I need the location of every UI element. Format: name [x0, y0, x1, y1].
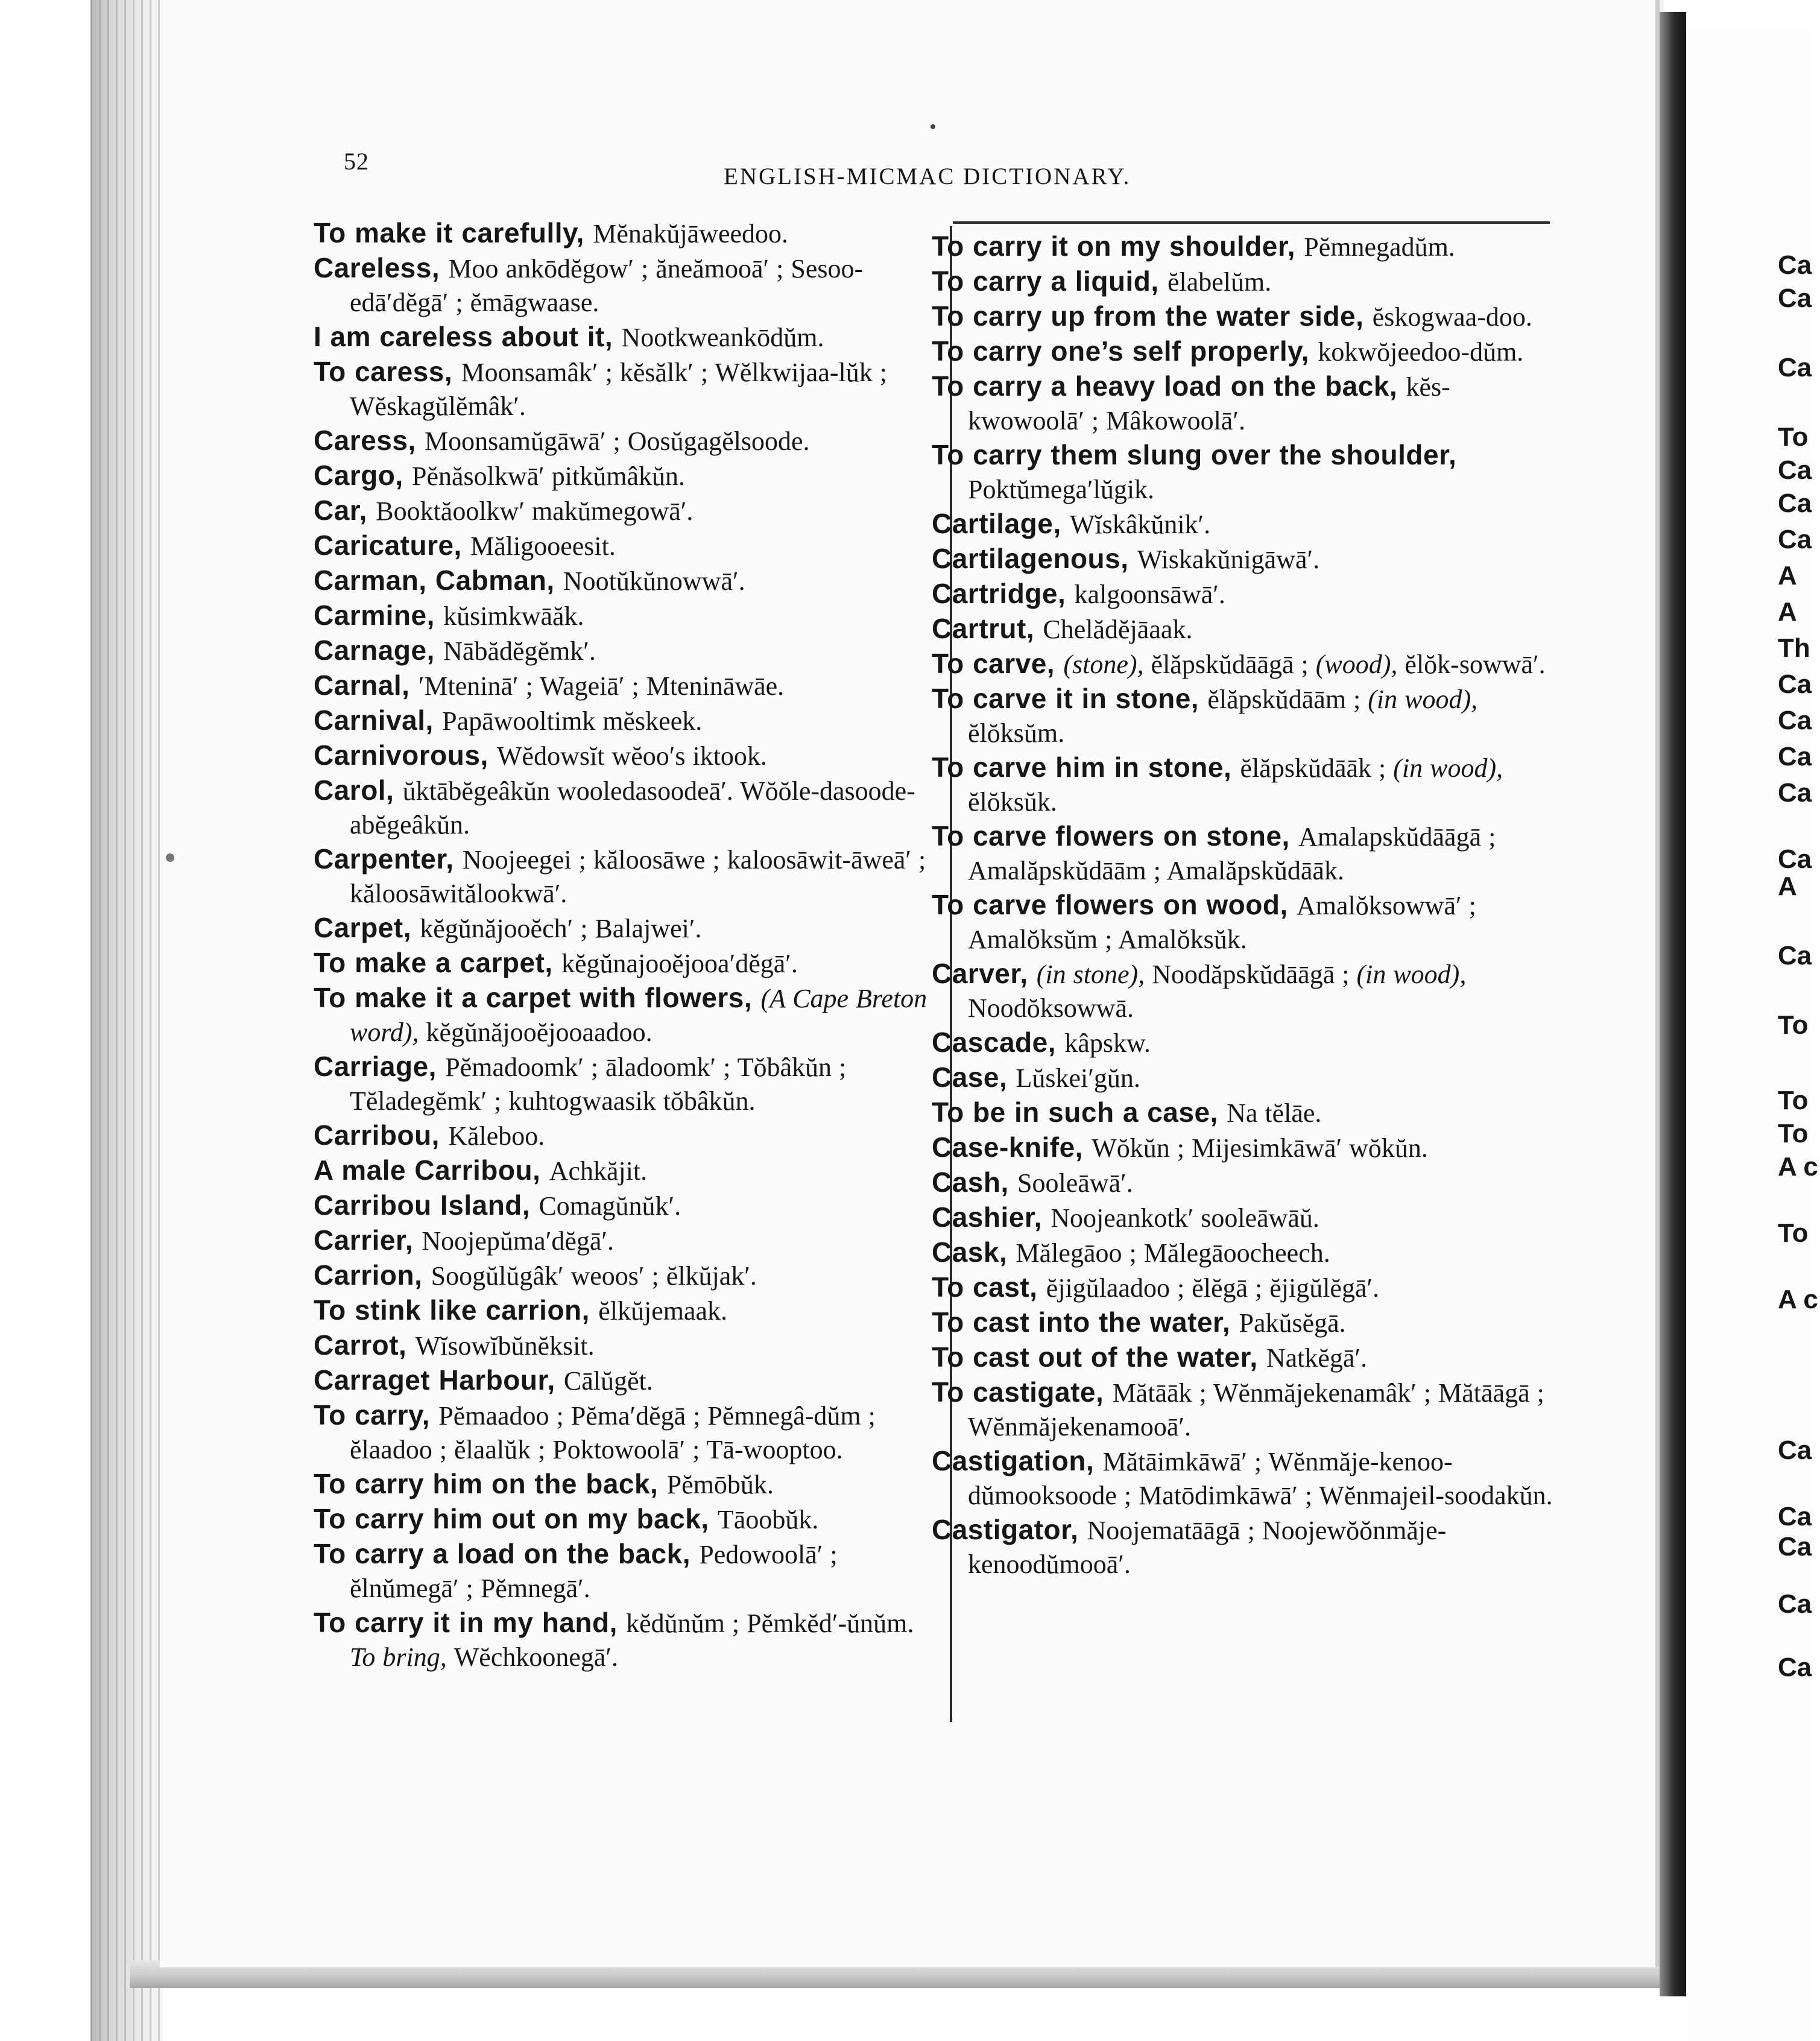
next-page-fragment: To	[1778, 1086, 1809, 1115]
entry-definition: Mătāāk ; Wĕnmăjekenamâk′ ; Mătāāgā ; Wĕnmăjekenamooā′.	[968, 1378, 1544, 1441]
dictionary-entry	[314, 1467, 935, 1502]
next-page-fragment: Ca	[1778, 1502, 1812, 1531]
entry-definition: Moonsamâk′ ; kĕsălk′ ; Wĕlkwijaa-lŭk ; Wĕskagŭlĕmâk′.	[350, 358, 887, 421]
running-head: ENGLISH-MICMAC DICTIONARY.	[724, 163, 1131, 189]
entry-headword: Carnivorous,	[314, 739, 498, 771]
next-page-fragment: To	[1778, 1218, 1809, 1248]
entry-definition: kĕgŭnăjooĕjooaadoo.	[426, 1017, 652, 1047]
entry-definition: ĕlăpskŭdāāk ;	[1240, 753, 1394, 783]
entry-definition: Chelădĕjāaak.	[1043, 615, 1193, 644]
entry-definition: kokwŏjeedoo-dŭm.	[1318, 337, 1524, 367]
next-page-fragment: To	[1778, 1010, 1809, 1040]
dictionary-entry	[932, 1060, 1562, 1095]
entry-headword: To castigate,	[932, 1376, 1113, 1408]
entry-headword: Cask,	[932, 1236, 1016, 1268]
entry-definition: Na tĕlāe.	[1227, 1098, 1322, 1128]
entry-definition: kĕs-kwowoolā′ ; Mâkowoolā′.	[968, 372, 1450, 435]
entry-headword: Cargo,	[314, 460, 412, 491]
next-page-fragment: Ca	[1778, 250, 1812, 280]
entry-definition: ŭktābĕgeâkŭn wooledasoodeā′. Wŏŏle-dasoode-abĕgeâkŭn.	[350, 776, 915, 840]
entry-definition: kŭsimkwāăk.	[443, 601, 584, 631]
dictionary-entry	[932, 1200, 1562, 1235]
entry-headword: To carve him in stone,	[932, 752, 1240, 783]
book-page-edges	[90, 0, 163, 2041]
next-page-fragment: A	[1778, 561, 1797, 590]
dictionary-entry	[314, 1537, 935, 1606]
entry-headword: Carman, Cabman,	[314, 565, 563, 596]
entry-definition: Tāoobŭk.	[717, 1505, 819, 1534]
entry-headword: Cartridge,	[932, 578, 1075, 609]
entry-definition: Wiskakŭnigāwā′.	[1137, 545, 1320, 574]
next-page-fragment: Ca	[1778, 1589, 1812, 1619]
dictionary-entry	[314, 1153, 935, 1188]
entry-definition: Pĕmōbŭk.	[666, 1470, 774, 1499]
next-page-fragment: Ca	[1778, 1653, 1812, 1682]
entry-note: (in wood),	[1356, 960, 1467, 989]
dictionary-entry	[314, 528, 935, 563]
entry-definition: Moo ankōdĕgow′ ; ăneămooā′ ; Sesoo-edā′dĕgā′ ; ĕmāgwaase.	[350, 254, 864, 317]
dictionary-entry	[314, 981, 935, 1049]
entry-headword: To carve flowers on wood,	[932, 889, 1297, 920]
entry-definition: Papāwooltimk mĕskeek.	[442, 706, 703, 736]
entry-definition: Wĭsowĭbŭnĕksit.	[415, 1331, 595, 1361]
dictionary-entry	[314, 946, 935, 981]
entry-headword: Cartrut,	[932, 613, 1043, 644]
dictionary-entry	[932, 369, 1562, 438]
dictionary-entry	[932, 264, 1562, 299]
entry-headword: To carry a liquid,	[932, 265, 1168, 297]
dictionary-entry	[314, 773, 935, 842]
entry-definition: Cālŭgĕt.	[563, 1366, 653, 1396]
entry-headword: Carnal,	[314, 669, 419, 701]
entry-definition: Noojepŭma′dĕgā′.	[422, 1226, 614, 1256]
entry-definition: kĕgŭnajooĕjooa′dĕgā′.	[561, 949, 798, 978]
entry-definition: Pedowoolā′ ; ĕlnŭmegā′ ; Pĕmnegā′.	[350, 1540, 838, 1603]
entry-headword: Carrier,	[314, 1224, 422, 1256]
dictionary-entry	[314, 563, 935, 598]
dictionary-entry	[932, 888, 1562, 957]
entry-headword: Carriage,	[314, 1051, 446, 1082]
entry-definition: Wĭskâkŭnik′.	[1069, 510, 1211, 539]
dictionary-entry	[932, 957, 1562, 1025]
next-page-fragment: Th	[1778, 633, 1810, 663]
next-page-fragment: To	[1778, 422, 1809, 452]
entry-definition: Pĕmnegadŭm.	[1304, 232, 1455, 262]
entry-definition: kĕdŭnŭm ; Pĕmkĕd′-ŭnŭm.	[626, 1609, 914, 1638]
dictionary-entry	[314, 251, 935, 320]
entry-headword: To carry him on the back,	[314, 1468, 667, 1499]
entry-headword: Carraget Harbour,	[314, 1364, 564, 1396]
entry-note: (in stone),	[1036, 960, 1152, 989]
dictionary-entry	[314, 633, 935, 668]
entry-headword: To carry a heavy load on the back,	[932, 370, 1406, 402]
next-page-fragment: Ca	[1778, 706, 1812, 735]
entry-definition: ĕlăpskŭdāāgā ;	[1151, 650, 1316, 679]
entry-headword: Cascade,	[932, 1027, 1065, 1058]
next-page-fragment: Ca	[1778, 941, 1812, 970]
entry-note: To bring,	[350, 1642, 454, 1672]
entry-headword: To cast,	[932, 1271, 1046, 1303]
dictionary-entry	[932, 334, 1562, 369]
next-page-fragment: Ca	[1778, 525, 1812, 554]
next-page-fragment: Ca	[1778, 283, 1812, 313]
entry-definition: Wĕdowsĭt wĕoo′s iktook.	[497, 741, 767, 771]
entry-headword: To carry a load on the back,	[314, 1538, 700, 1569]
dictionary-entry	[932, 682, 1562, 750]
entry-definition: Comagŭnŭk′.	[539, 1191, 681, 1221]
entry-definition: ĕlkŭjemaak.	[598, 1296, 728, 1326]
print-speck	[931, 124, 935, 129]
next-page-fragment: Ca	[1778, 844, 1812, 874]
next-page-fragment: A	[1778, 597, 1797, 627]
entry-definition: Poktŭmega′lŭgik.	[968, 475, 1155, 504]
entry-headword: Caricature,	[314, 530, 471, 561]
entry-headword: To carry them slung over the shoulder,	[932, 439, 1457, 470]
entry-headword: Carnival,	[314, 704, 443, 736]
entry-definition: Pĕnăsolkwā′ pitkŭmâkŭn.	[411, 461, 685, 491]
dictionary-entry	[314, 1188, 935, 1223]
entry-definition: Nootkweankōdŭm.	[621, 323, 824, 352]
dictionary-entry	[932, 750, 1562, 819]
entry-definition: Noojeegei ; kăloosāwe ; kaloosāwit-āweā′ ; kăloosāwitălookwā′.	[350, 845, 926, 908]
entry-definition: Amalapskŭdāāgā ; Amalăpskŭdāām ; Amalăpskŭdāāk.	[968, 822, 1496, 885]
entry-headword: Carpet,	[314, 912, 420, 943]
entry-definition: kalgoonsāwā′.	[1074, 580, 1225, 609]
entry-headword: To be in such a case,	[932, 1096, 1227, 1128]
entry-definition: Pĕmaadoo ; Pĕma′dĕgā ; Pĕmnegâ-dŭm ; ĕlaadoo ; ĕlaalŭk ; Poktowoolā′ ; Tā-wooptoo.	[350, 1401, 876, 1464]
entry-headword: A male Carribou,	[314, 1154, 549, 1186]
entry-headword: Carribou,	[314, 1119, 449, 1151]
entry-headword: To carry one’s self properly,	[932, 335, 1318, 367]
entry-headword: To caress,	[314, 356, 461, 387]
entry-headword: Case,	[932, 1062, 1016, 1093]
entry-definition: Booktăoolkw′ makŭmegowā′.	[376, 496, 694, 526]
dictionary-entry	[314, 1328, 935, 1363]
entry-note: (in wood),	[1368, 685, 1478, 714]
entry-definition: Mătāimkāwā′ ; Wĕnmăje-kenoo-dŭmooksoode ; Matōdimkāwā′ ; Wĕnmajeil-soodakŭn.	[968, 1447, 1553, 1510]
entry-headword: To carve it in stone,	[932, 683, 1208, 714]
next-page-fragment: A	[1778, 872, 1797, 901]
entry-headword: Careless,	[314, 252, 449, 283]
dictionary-entry	[932, 1130, 1562, 1165]
dictionary-entry	[314, 598, 935, 633]
entry-headword: To make a carpet,	[314, 947, 561, 978]
entry-headword: To carry up from the water side,	[932, 300, 1373, 332]
entry-definition: Noojeankotk′ sooleāwāŭ.	[1051, 1203, 1319, 1233]
dictionary-entry	[932, 612, 1562, 647]
next-page-fragment: Ca	[1778, 742, 1812, 771]
dictionary-entry	[314, 842, 935, 911]
next-page-fragment: Ca	[1778, 455, 1812, 485]
next-page-fragment: Ca	[1778, 1532, 1812, 1562]
entry-headword: Carver,	[932, 958, 1037, 989]
dictionary-entry	[314, 216, 935, 251]
entry-definition: kĕgŭnăjooĕch′ ; Balajwei′.	[420, 914, 702, 943]
entry-headword: Carpenter,	[314, 843, 463, 875]
entry-definition: Nootŭkŭnowwā′.	[563, 566, 745, 596]
entry-note: (A Cape Breton word),	[350, 984, 927, 1047]
entry-definition: Sooleāwā′.	[1017, 1168, 1133, 1198]
entry-headword: Carnage,	[314, 634, 444, 666]
book-spine	[1660, 12, 1686, 1996]
entry-definition: Noodŏksowwā.	[968, 993, 1134, 1023]
entry-definition: ĕlăpskŭdāām ;	[1207, 685, 1368, 714]
entry-headword: Carribou Island,	[314, 1189, 539, 1221]
entry-headword: To make it carefully,	[314, 217, 593, 248]
dictionary-entry	[314, 1293, 935, 1328]
entry-definition: ′Mteninā′ ; Wageiā′ ; Mtenināwāe.	[418, 671, 785, 701]
dictionary-entry	[932, 542, 1562, 577]
dictionary-entry	[932, 819, 1562, 888]
entry-headword: To cast out of the water,	[932, 1341, 1266, 1373]
entry-headword: To cast into the water,	[932, 1306, 1239, 1338]
dictionary-entry	[932, 438, 1562, 507]
entry-headword: Carol,	[314, 774, 403, 806]
entry-definition: Wŏkŭn ; Mijesimkāwā′ wŏkŭn.	[1092, 1133, 1428, 1163]
dictionary-entry	[932, 299, 1562, 334]
dictionary-entry	[932, 1340, 1562, 1375]
entry-definition: ĕlŏk-sowwā′.	[1404, 650, 1546, 679]
dictionary-entry	[932, 1165, 1562, 1200]
entry-headword: Cartilagenous,	[932, 543, 1137, 574]
next-page-fragment: Ca	[1778, 778, 1812, 808]
dictionary-entry	[314, 1118, 935, 1153]
dictionary-entry	[314, 1258, 935, 1293]
entry-headword: Cashier,	[932, 1201, 1051, 1233]
entry-definition: ĕjigŭlaadoo ; ĕlĕgā ; ĕjigŭlĕgā′.	[1046, 1273, 1380, 1303]
dictionary-entry	[314, 1606, 935, 1674]
next-page-fragment: A c	[1778, 1285, 1818, 1314]
dictionary-entry	[932, 1513, 1562, 1581]
entry-headword: Case-knife,	[932, 1131, 1092, 1163]
dictionary-entry	[314, 1049, 935, 1118]
entry-definition: Lŭskei′gŭn.	[1016, 1063, 1140, 1093]
entry-definition: Achkăjit.	[549, 1156, 648, 1186]
dictionary-entry	[314, 493, 935, 528]
entry-headword: Caress,	[314, 425, 425, 456]
entry-headword: To carve,	[932, 648, 1064, 679]
next-page-fragment: Ca	[1778, 489, 1812, 518]
dictionary-entry	[314, 1398, 935, 1467]
dictionary-entry	[932, 1025, 1562, 1060]
entry-definition: kâpskw.	[1064, 1028, 1151, 1058]
dictionary-entry	[932, 1305, 1562, 1340]
dictionary-entry	[932, 229, 1562, 264]
dictionary-entry	[314, 738, 935, 773]
entry-headword: Cartilage,	[932, 508, 1070, 539]
page-number: 52	[344, 148, 369, 175]
dictionary-entry	[314, 1502, 935, 1537]
dictionary-entry	[314, 423, 935, 458]
entry-headword: To carry him out on my back,	[314, 1503, 718, 1534]
entry-definition: Măligooeesit.	[470, 531, 616, 561]
entry-headword: Carrot,	[314, 1329, 416, 1361]
entry-definition: Moonsamŭgāwā′ ; Oosŭgagĕlsoode.	[425, 426, 810, 456]
next-page-fragment: Ca	[1778, 669, 1812, 699]
dictionary-entry	[314, 355, 935, 423]
entry-definition: ĕlŏksŭm.	[968, 718, 1065, 748]
entry-headword: Car,	[314, 495, 376, 526]
entry-definition: ĕlabelŭm.	[1167, 267, 1272, 297]
dictionary-entry	[932, 577, 1562, 612]
entry-note: (in wood),	[1393, 753, 1503, 783]
next-page-fragment: Ca	[1778, 1435, 1812, 1465]
entry-definition: ĕskogwaa-doo.	[1372, 302, 1532, 332]
dictionary-entry	[314, 703, 935, 738]
entry-headword: Castigator,	[932, 1514, 1087, 1545]
entry-definition: ĕlŏksŭk.	[968, 787, 1057, 817]
entry-definition: Nābădĕgĕmk′.	[443, 636, 596, 666]
dictionary-entry	[932, 1375, 1562, 1444]
entry-headword: Carrion,	[314, 1259, 431, 1291]
dictionary-entry	[932, 1270, 1562, 1305]
dictionary-entry	[932, 507, 1562, 542]
entry-headword: Castigation,	[932, 1445, 1103, 1476]
dictionary-entry	[932, 1444, 1562, 1513]
entry-headword: Carmine,	[314, 600, 444, 631]
left-column	[314, 216, 935, 1674]
entry-definition: Noojematāāgā ; Noojewŏŏnmăje-kenoodŭmooā′.	[968, 1516, 1447, 1579]
entry-headword: To stink like carrion,	[314, 1294, 599, 1326]
next-page-fragment: A c	[1778, 1152, 1818, 1182]
dictionary-entry	[314, 668, 935, 703]
entry-headword: To carve flowers on stone,	[932, 820, 1299, 852]
dictionary-entry	[314, 320, 935, 355]
entry-definition: Kăleboo.	[448, 1121, 545, 1151]
entry-definition: Pĕmadoomk′ ; āladoomk′ ; Tŏbâkŭn ; Tĕladegĕmk′ ; kuhtogwaasik tŏbâkŭn.	[350, 1052, 847, 1116]
entry-headword: To carry it in my hand,	[314, 1607, 627, 1638]
entry-definition: Mălegāoo ; Mălegāoocheech.	[1016, 1238, 1330, 1268]
dictionary-entry	[314, 458, 935, 493]
entry-definition: Pakŭsĕgā.	[1239, 1308, 1346, 1338]
dictionary-entry	[314, 911, 935, 946]
dictionary-entry	[932, 1235, 1562, 1270]
entry-definition: Soogŭlŭgâk′ weoos′ ; ĕlkŭjak′.	[431, 1261, 757, 1291]
entry-definition: Natkĕgā′.	[1266, 1343, 1368, 1373]
entry-headword: Cash,	[932, 1166, 1018, 1198]
header-rule	[953, 221, 1550, 224]
dictionary-entry	[314, 1363, 935, 1398]
page-header	[344, 147, 1218, 189]
entry-note: (wood),	[1315, 650, 1405, 679]
entry-definition: Noodăpskŭdāāgā ;	[1152, 960, 1357, 989]
entry-note: (stone),	[1063, 650, 1151, 679]
entry-definition: Wĕchkoonegā′.	[453, 1642, 619, 1672]
entry-headword: To carry,	[314, 1399, 439, 1431]
entry-definition: Amalŏksowwā′ ; Amalŏksŭm ; Amalŏksŭk.	[968, 891, 1476, 954]
right-column	[932, 229, 1562, 1581]
dictionary-entry	[932, 1095, 1562, 1130]
print-speck	[166, 853, 174, 862]
dictionary-entry	[314, 1223, 935, 1258]
entry-headword: I am careless about it,	[314, 321, 622, 352]
next-page-fragment: Ca	[1778, 353, 1812, 382]
entry-headword: To make it a carpet with flowers,	[314, 982, 761, 1013]
dictionary-entry	[932, 647, 1562, 682]
entry-definition: Mĕnakŭjāweedoo.	[593, 219, 789, 248]
next-page-fragment: To	[1778, 1119, 1809, 1148]
entry-headword: To carry it on my shoulder,	[932, 230, 1304, 262]
